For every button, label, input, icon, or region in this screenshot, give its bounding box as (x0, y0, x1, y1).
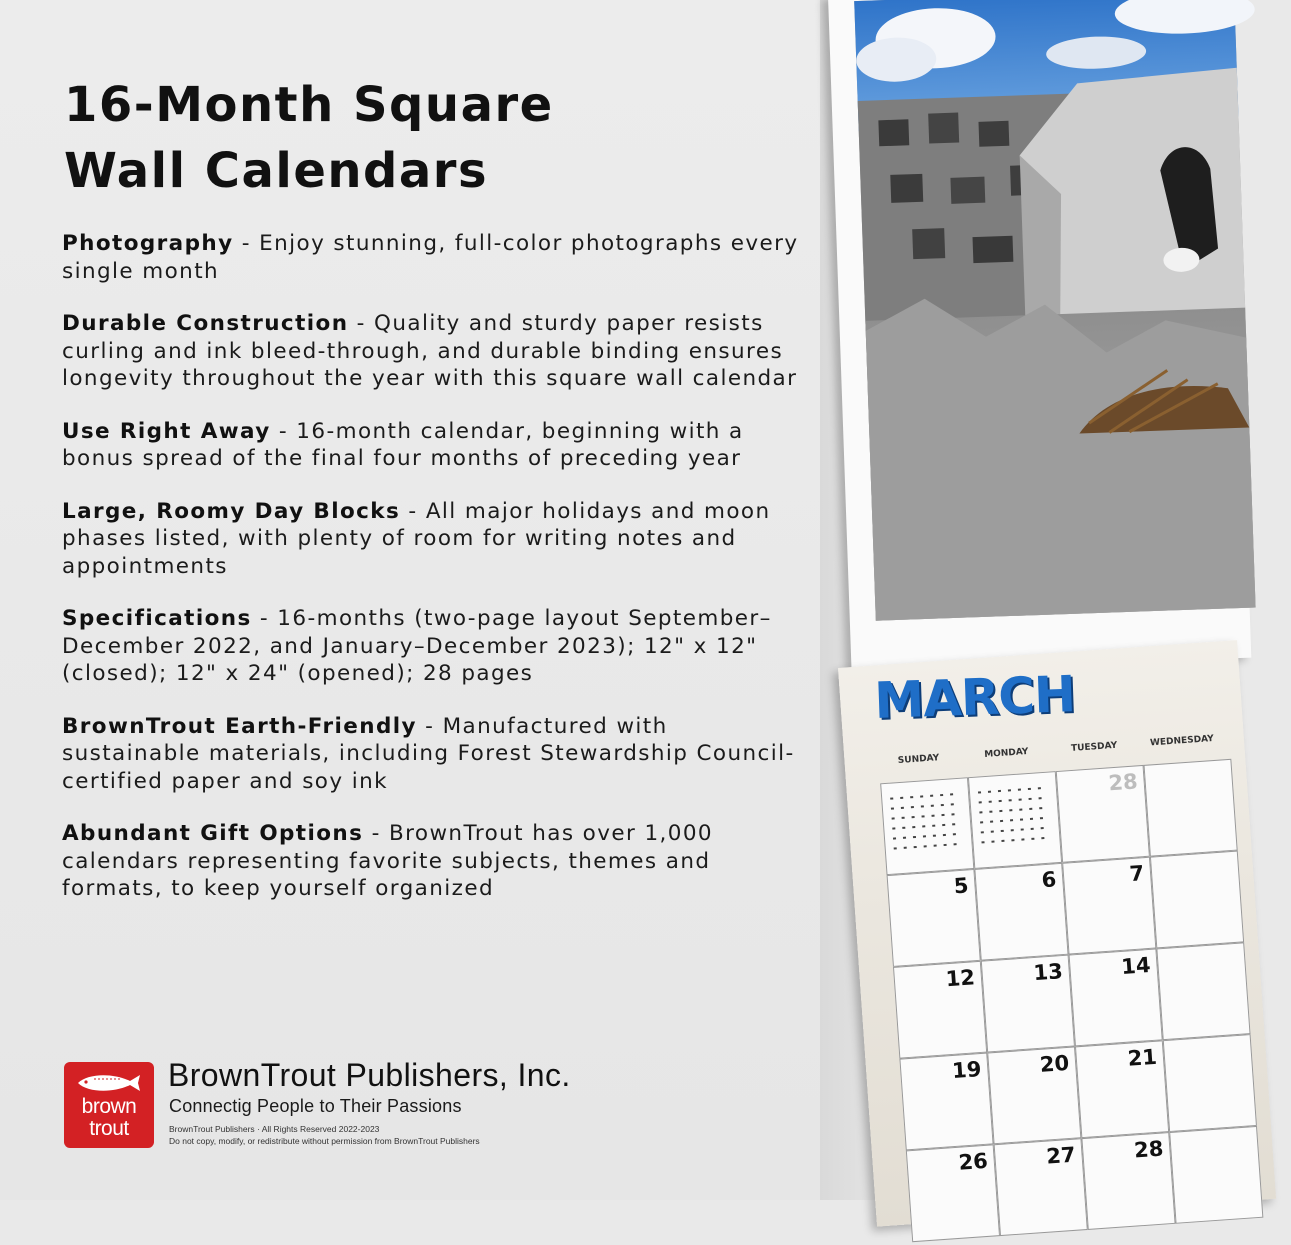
day-cell (1169, 1126, 1263, 1224)
mini-calendar-date-mark (940, 794, 943, 796)
day-cell (1081, 1132, 1175, 1230)
feature-item (62, 820, 802, 903)
mini-calendar-date-mark (1020, 818, 1023, 820)
feature-label: Photography (62, 231, 234, 256)
mini-calendar-date-mark (1021, 838, 1024, 840)
mini-calendar-date-mark (920, 795, 923, 797)
mini-calendar-date-mark (979, 811, 982, 813)
feature-label: BrownTrout Earth-Friendly (62, 713, 417, 739)
day-cell (1069, 948, 1163, 1046)
feature-text: - All major holidays and moon phases listed, with plenty of room for writing notes and appointments (62, 498, 771, 579)
weekday-wednesday: WEDNESDAY (1149, 733, 1215, 749)
day-cell (1075, 1040, 1169, 1138)
mini-calendar-date-mark (1031, 838, 1034, 840)
day-number: 28 (1133, 1136, 1165, 1163)
mini-calendar-date-mark (950, 793, 953, 795)
day-number: 26 (957, 1148, 989, 1175)
trout-icon (74, 1070, 144, 1096)
page-title (64, 72, 804, 204)
feature-list (62, 230, 802, 928)
feature-text: - Manufactured with sustainable materials, including Forest Stewardship Council-certified paper and soy ink (62, 713, 795, 794)
mini-calendar-date-mark (1029, 798, 1032, 800)
legal-line-1: BrownTrout Publishers · All Rights Reserved 2022-2023 (169, 1124, 380, 1134)
month-title: MARCH (873, 665, 1076, 731)
mini-calendar-date-mark (1001, 830, 1004, 832)
mini-calendar-date-mark (981, 831, 984, 833)
mini-calendar-date-mark (892, 817, 895, 819)
day-cell (1056, 765, 1150, 863)
mini-calendar-date-mark (943, 834, 946, 836)
calendar-grid-page (838, 640, 1276, 1227)
mini-calendar-date-mark (1018, 789, 1021, 791)
day-number: 5 (953, 873, 970, 899)
mini-calendar-date-mark (912, 816, 915, 818)
mini-calendar-date-mark (999, 800, 1002, 802)
day-grid (880, 757, 1290, 1222)
mini-calendar-date-mark (1029, 808, 1032, 810)
feature-text: - 16-months (two-page layout September–December 2022, and January–December 2023); 12" x 12" (closed); 12" x 24" (opened); 28 pages (62, 606, 772, 686)
day-number: 19 (951, 1057, 983, 1083)
feature-item (62, 418, 802, 473)
day-cell (1150, 851, 1244, 949)
mini-calendar-date-mark (1000, 820, 1003, 822)
feature-text: - Quality and sturdy paper resists curling and ink bleed-through, and durable binding ensures longevity throughout the year with this square wall calendar (62, 311, 798, 391)
mini-calendar-date-mark (988, 791, 991, 793)
mini-calendar-date-mark (944, 844, 947, 846)
title-line-2: Wall Calendars (64, 143, 489, 199)
mini-calendar-date-mark (931, 805, 934, 807)
mini-calendar-date-mark (922, 825, 925, 827)
mini-calendar-date-mark (954, 843, 957, 845)
day-number: 13 (1032, 959, 1064, 986)
mini-calendar-date-mark (914, 846, 917, 848)
mini-calendar-date-mark (941, 804, 944, 806)
feature-item (62, 310, 802, 393)
mini-calendar-date-mark (901, 807, 904, 809)
feature-label: Use Right Away (62, 418, 271, 444)
day-cell (906, 1144, 1000, 1242)
mini-calendar-date-mark (1009, 799, 1012, 801)
feature-text: - BrownTrout has over 1,000 calendars representing favorite subjects, themes and formats, to keep yourself organized (62, 821, 714, 901)
mini-calendar-date-mark (932, 825, 935, 827)
feature-item (62, 230, 802, 285)
mini-calendar-date-mark (1011, 829, 1014, 831)
feature-label: Durable Construction (62, 311, 349, 336)
mini-calendar-february (888, 787, 966, 858)
mini-calendar-date-mark (1031, 828, 1034, 830)
day-cell (899, 1053, 993, 1151)
calendar-photo (854, 0, 1255, 621)
day-cell (887, 869, 981, 967)
day-cell (994, 1138, 1088, 1236)
mini-calendar-date-mark (1021, 828, 1024, 830)
day-number: 6 (1040, 867, 1058, 893)
mini-calendar-date-mark (913, 836, 916, 838)
mini-calendar-date-mark (900, 797, 903, 799)
mini-calendar-date-mark (998, 790, 1001, 792)
mini-calendar-date-mark (999, 810, 1002, 812)
calendar-preview (820, 0, 1215, 1200)
feature-item (62, 498, 802, 581)
mini-calendar-date-mark (910, 796, 913, 798)
mini-calendar-date-mark (1001, 840, 1004, 842)
title-line-1: 16-Month Square (64, 77, 554, 133)
logo-word-brown: brown (81, 1095, 137, 1118)
mini-calendar-date-mark (931, 815, 934, 817)
publisher-block (64, 1057, 794, 1160)
mini-calendar-date-mark (980, 821, 983, 823)
day-cell (880, 777, 974, 875)
mini-calendar-date-mark (990, 821, 993, 823)
day-number: 21 (1126, 1044, 1158, 1071)
mini-calendar-date-mark (978, 791, 981, 793)
mini-calendar-date-mark (894, 847, 897, 849)
mini-calendar-date-mark (930, 795, 933, 797)
mini-calendar-date-mark (989, 811, 992, 813)
day-number: 28 (1107, 769, 1139, 796)
weekday-tuesday: TUESDAY (1070, 740, 1118, 754)
mini-calendar-date-mark (952, 823, 955, 825)
mini-calendar-date-mark (989, 801, 992, 803)
day-cell (1062, 857, 1156, 955)
mini-calendar-date-mark (942, 824, 945, 826)
mini-calendar-date-mark (1030, 818, 1033, 820)
mini-calendar-date-mark (991, 831, 994, 833)
mini-calendar-date-mark (902, 827, 905, 829)
mini-calendar-date-mark (893, 837, 896, 839)
day-cell (987, 1046, 1081, 1144)
day-cell (974, 863, 1068, 961)
weekday-monday: MONDAY (983, 746, 1029, 760)
logo-word-trout: trout (89, 1117, 129, 1140)
day-number: 7 (1128, 861, 1145, 887)
mini-calendar-date-mark (934, 845, 937, 847)
feature-item (62, 713, 802, 796)
mini-calendar-date-mark (1041, 837, 1044, 839)
publisher-name: BrownTrout Publishers, Inc. (168, 1057, 571, 1093)
mini-calendar-date-mark (890, 797, 893, 799)
weekday-sunday: SUNDAY (897, 753, 940, 767)
day-cell (981, 955, 1075, 1053)
mini-calendar-date-mark (923, 835, 926, 837)
mini-calendar-date-mark (933, 835, 936, 837)
ruins-photo-illustration (854, 0, 1255, 621)
mini-calendar-april (976, 781, 1054, 852)
feature-text: - 16-month calendar, beginning with a bonus spread of the final four months of preceding year (62, 418, 744, 471)
feature-text: - Enjoy stunning, full-color photographs every single month (62, 231, 799, 284)
mini-calendar-date-mark (891, 807, 894, 809)
mini-calendar-date-mark (892, 827, 895, 829)
mini-calendar-date-mark (941, 814, 944, 816)
mini-calendar-date-mark (981, 841, 984, 843)
day-number: 27 (1045, 1142, 1077, 1169)
day-cell (1156, 942, 1250, 1040)
mini-calendar-date-mark (1038, 787, 1041, 789)
feature-label: Large, Roomy Day Blocks (62, 498, 401, 524)
mini-calendar-date-mark (924, 845, 927, 847)
mini-calendar-date-mark (979, 801, 982, 803)
mini-calendar-date-mark (921, 805, 924, 807)
mini-calendar-date-mark (1028, 788, 1031, 790)
calendar-photo-page (828, 0, 1251, 672)
feature-label: Abundant Gift Options (62, 821, 364, 846)
mini-calendar-date-mark (1010, 819, 1013, 821)
mini-calendar-date-mark (902, 817, 905, 819)
mini-calendar-date-mark (951, 803, 954, 805)
mini-calendar-date-mark (904, 847, 907, 849)
mini-calendar-date-mark (991, 841, 994, 843)
mini-calendar-date-mark (903, 837, 906, 839)
mini-calendar-date-mark (911, 806, 914, 808)
mini-calendar-date-mark (1039, 797, 1042, 799)
mini-calendar-date-mark (912, 826, 915, 828)
day-number: 12 (944, 965, 976, 992)
mini-calendar-date-mark (1040, 817, 1043, 819)
legal-line-2: Do not copy, modify, or redistribute without permission from BrownTrout Publishers (169, 1136, 480, 1146)
mini-calendar-date-mark (1009, 809, 1012, 811)
mini-calendar-date-mark (951, 813, 954, 815)
day-number: 14 (1120, 952, 1152, 979)
mini-calendar-date-mark (1019, 808, 1022, 810)
mini-calendar-date-mark (1039, 807, 1042, 809)
feature-label: Specifications (62, 606, 252, 631)
mini-calendar-date-mark (921, 815, 924, 817)
day-cell (1144, 759, 1238, 857)
day-cell (968, 771, 1062, 869)
day-cell (893, 961, 987, 1059)
mini-calendar-date-mark (1019, 799, 1022, 801)
mini-calendar-date-mark (1041, 827, 1044, 829)
feature-item (62, 605, 802, 688)
mini-calendar-date-mark (1011, 839, 1014, 841)
mini-calendar-date-mark (1008, 789, 1011, 791)
mini-calendar-date-mark (953, 833, 956, 835)
publisher-tagline: Connectig People to Their Passions (169, 1096, 462, 1116)
browntrout-logo (64, 1062, 154, 1148)
day-number: 20 (1039, 1050, 1070, 1077)
day-cell (1163, 1034, 1257, 1132)
